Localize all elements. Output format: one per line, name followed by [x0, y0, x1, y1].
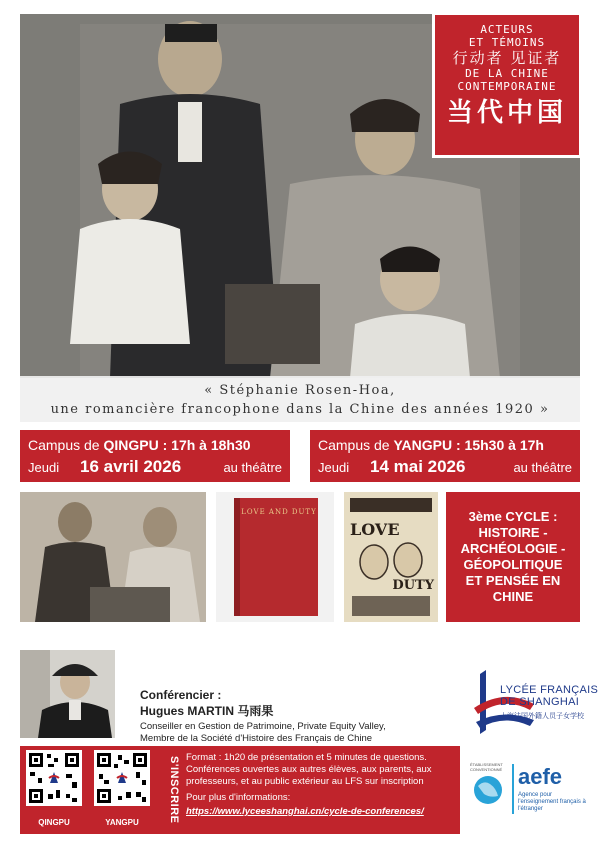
campus-qingpu-box — [20, 430, 290, 482]
qr-code-qingpu[interactable] — [26, 750, 82, 806]
series-line-2: ET TÉMOINS — [468, 36, 546, 49]
speaker-desc-1: Conseiller en Gestion de Patrimoine, Private Equity Valley, — [140, 721, 386, 732]
series-chinese-line: 行动者 见证者 — [452, 49, 562, 67]
campus-prefix: Campus de — [28, 437, 104, 453]
lfs-name — [500, 684, 598, 708]
event-info — [186, 752, 456, 818]
event-day: Jeudi — [28, 460, 60, 475]
speaker-info — [140, 688, 440, 745]
campus-name: QINGPU — [103, 437, 159, 453]
aefe-logo — [470, 760, 590, 820]
info-format: Format : 1h20 de présentation et 5 minutes de questions. — [186, 752, 427, 763]
cycle-theme-box — [446, 492, 580, 622]
film-poster-photo — [344, 492, 438, 622]
info-link[interactable]: https://www.lyceeshanghai.cn/cycle-de-conferences/ — [186, 806, 424, 817]
campus-time: : 15h30 à 17h — [452, 437, 544, 453]
lfs-chinese-name: 上海法国外籍人员子女学校 — [500, 713, 584, 720]
aefe-divider — [512, 764, 514, 814]
series-chinese-title: 当代中国 — [446, 98, 567, 128]
event-date: 14 mai 2026 — [370, 457, 466, 476]
event-location: au théâtre — [223, 460, 282, 475]
poster-text-duty: DUTY — [392, 578, 434, 593]
conference-title — [20, 376, 580, 422]
info-more: Pour plus d'informations: — [186, 792, 291, 803]
poster-text-love: LOVE — [350, 520, 400, 539]
series-badge — [432, 12, 582, 158]
speaker-role: Conférencier : — [140, 688, 222, 702]
conference-title-line-1: « Stéphanie Rosen-Hoa, — [204, 383, 396, 398]
speaker-name: Hugues MARTIN 马雨果 — [140, 704, 274, 718]
campus-prefix: Campus de — [318, 437, 394, 453]
series-line-4: CONTEMPORAINE — [457, 80, 557, 93]
event-day: Jeudi — [318, 460, 350, 475]
globe-icon — [470, 768, 506, 810]
cycle-theme-text: 3ème CYCLE : HISTOIRE - ARCHÉOLOGIE - GÉOPOLITIQUE ET PENSÉE EN CHINE — [460, 509, 566, 604]
info-audience: Conférences ouvertes aux autres élèves, aux parents, aux professeurs, et au public extérieur au LFS sur inscription — [186, 764, 432, 787]
aefe-name: aefe — [518, 764, 563, 789]
campus-name: YANGPU — [393, 437, 453, 453]
aefe-subtitle: Agence pour l'enseignement français à l'étranger — [518, 792, 586, 812]
qr-label-qingpu: QINGPU — [38, 818, 70, 827]
event-date: 16 avril 2026 — [80, 457, 182, 476]
campus-yangpu-box — [310, 430, 580, 482]
series-line-3: DE LA CHINE — [465, 67, 549, 80]
qr-label-yangpu: YANGPU — [105, 818, 139, 827]
book-cover-photo — [216, 492, 334, 622]
aefe-tag: ÉTABLISSEMENT CONVENTIONNÉ — [470, 762, 503, 772]
couple-portrait-photo — [20, 492, 206, 622]
speaker-photo — [20, 650, 115, 738]
event-location: au théâtre — [513, 460, 572, 475]
campus-time: : 17h à 18h30 — [158, 437, 251, 453]
book-title: LOVE AND DUTY — [241, 508, 317, 516]
speaker-desc-2: Membre de la Société d'Histoire des Français de Chine — [140, 733, 373, 744]
lfs-name-line-1: LYCÉE FRANÇAIS — [500, 684, 599, 696]
lfs-name-line-2: DE SHANGHAI — [500, 696, 580, 708]
qr-code-yangpu[interactable] — [94, 750, 150, 806]
conference-title-line-2: une romancière francophone dans la Chine des années 1920 » — [50, 402, 550, 417]
series-line-1: ACTEURS — [480, 23, 534, 36]
register-label[interactable]: S'INSCRIRE — [168, 756, 180, 824]
